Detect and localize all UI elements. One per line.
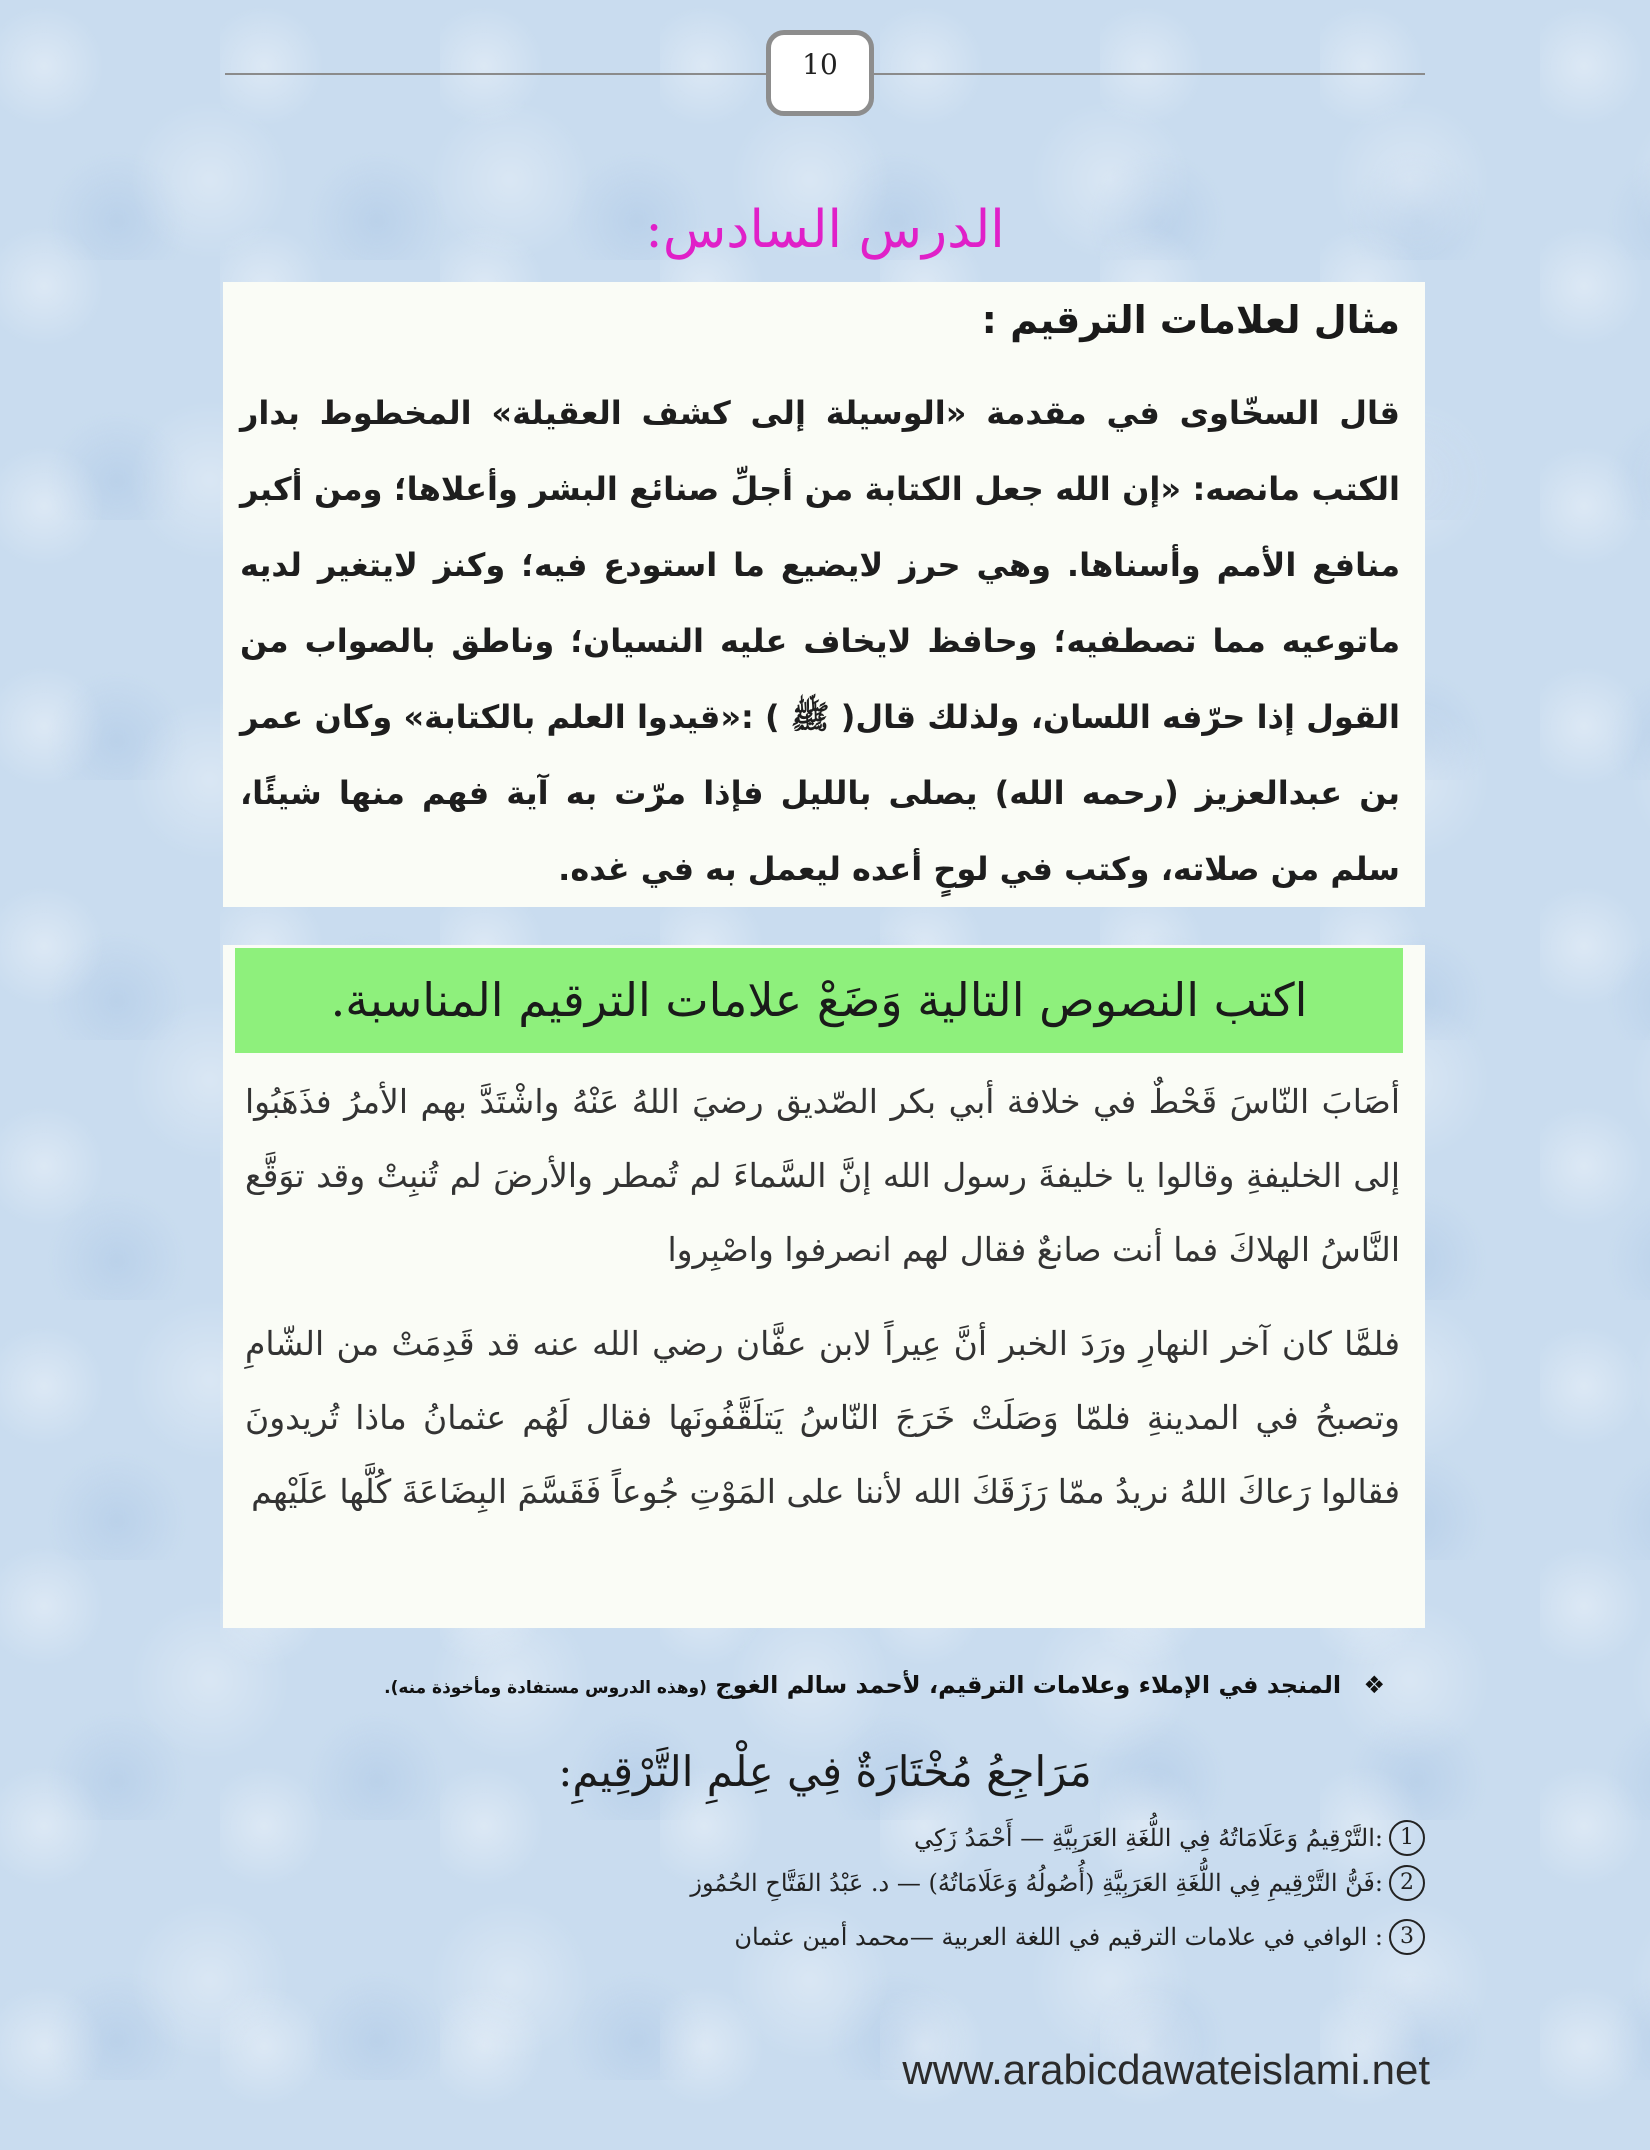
- reference-item: [734, 1917, 1425, 1957]
- reference-item: [690, 1863, 1425, 1903]
- example-title: مثال لعلامات الترقيم :: [981, 298, 1400, 342]
- source-note: (وهذه الدروس مستفادة ومأخوذة منه).: [384, 1678, 707, 1698]
- diamond-bullet-icon: ❖: [1363, 1671, 1385, 1699]
- reference-text: :التَّرْقِيمُ وَعَلَامَاتُهُ فِي اللُّغَةِ العَرَبِيَّةِ — أَحْمَدُ زَكِي: [913, 1824, 1383, 1852]
- reference-text: : الوافي في علامات الترقيم في اللغة العربية —محمد أمين عثمان: [734, 1923, 1383, 1951]
- exercise-paragraph: أصَابَ النّاسَ قَحْطٌ في خلافة أبي بكر الصّديق رضيَ اللهُ عَنْهُ واشْتَدَّ بهم الأمرُ فذَهَبُوا إلى الخليفةِ وقالوا يا خليفةَ رسول الله إنَّ السَّماءَ لم تُمطر والأرضَ لم تُنبِتْ وقد توَقَّع النَّاسُ الهلاكَ فما أنت صانعٌ فقال لهم انصرفوا واصْبِروا: [245, 1082, 1400, 1269]
- circled-number: 3: [1389, 1919, 1425, 1955]
- exercise-heading: اكتب النصوص التالية وَضَعْ علامات الترقيم المناسبة.: [235, 948, 1403, 1053]
- circled-number: 2: [1389, 1865, 1425, 1901]
- source-text: المنجد في الإملاء وعلامات الترقيم، لأحمد سالم الغوج: [715, 1671, 1342, 1699]
- references-title: مَرَاجِعُ مُخْتَارَةٌ فِي عِلْمِ التَّرْقِيمِ:: [558, 1747, 1092, 1796]
- source-citation: [225, 1665, 1385, 1708]
- page-number: 10: [766, 30, 874, 116]
- exercise-text: [245, 1065, 1400, 1549]
- lesson-title: الدرس السادس:: [645, 200, 1005, 260]
- circled-number: 1: [1389, 1820, 1425, 1856]
- website-url[interactable]: www.arabicdawateislami.net: [902, 2046, 1430, 2093]
- reference-item: [914, 1818, 1425, 1858]
- example-paragraph: قال السخّاوى في مقدمة «الوسيلة إلى كشف العقيلة» المخطوط بدار الكتب مانصه: «إن الله جعل الكتابة من أجلِّ صنائع البشر وأعلاها؛ ومن أكبر منافع الأمم وأسناها. وهي حرز لايضيع ما استودع فيه؛ وكنز لايتغير لديه ماتوعيه مما تصطفيه؛ وحافظ لايخاف عليه النسيان؛ وناطق بالصواب من القول إذا حرّفه اللسان، ولذلك قال( ﷺ ) :«قيدوا العلم بالكتابة» وكان عمر بن عبدالعزيز (رحمه الله) يصلى بالليل فإذا مرّت به آية فهم منها شيئًا، سلم من صلاته، وكتب في لوحٍ أعده ليعمل به في غده.: [240, 394, 1400, 888]
- exercise-paragraph: فلمَّا كان آخر النهارِ ورَدَ الخبر أنَّ عِيراً لابن عفَّان رضي الله عنه قد قَدِمَتْ من الشّامِ وتصبحُ في المدينةِ فلمّا وَصَلَتْ خَرَجَ النّاسُ يَتلَقَّفُونَها فقال لَهُم عثمانُ ماذا تُريدونَ فقالوا رَعاكَ اللهُ نريدُ ممّا رَزَقَكَ الله لأننا على المَوْتِ جُوعاً فَقَسَّمَ البِضَاعَةَ كُلَّها عَلَيْهم: [245, 1324, 1400, 1511]
- reference-text: :فَنُّ التَّرْقِيمِ فِي اللُّغَةِ العَرَبِيَّةِ (أُصُولُهُ وَعَلَامَاتُهُ) — د. عَبْدُ الفَتَّاحِ الحُمُوز: [690, 1869, 1383, 1897]
